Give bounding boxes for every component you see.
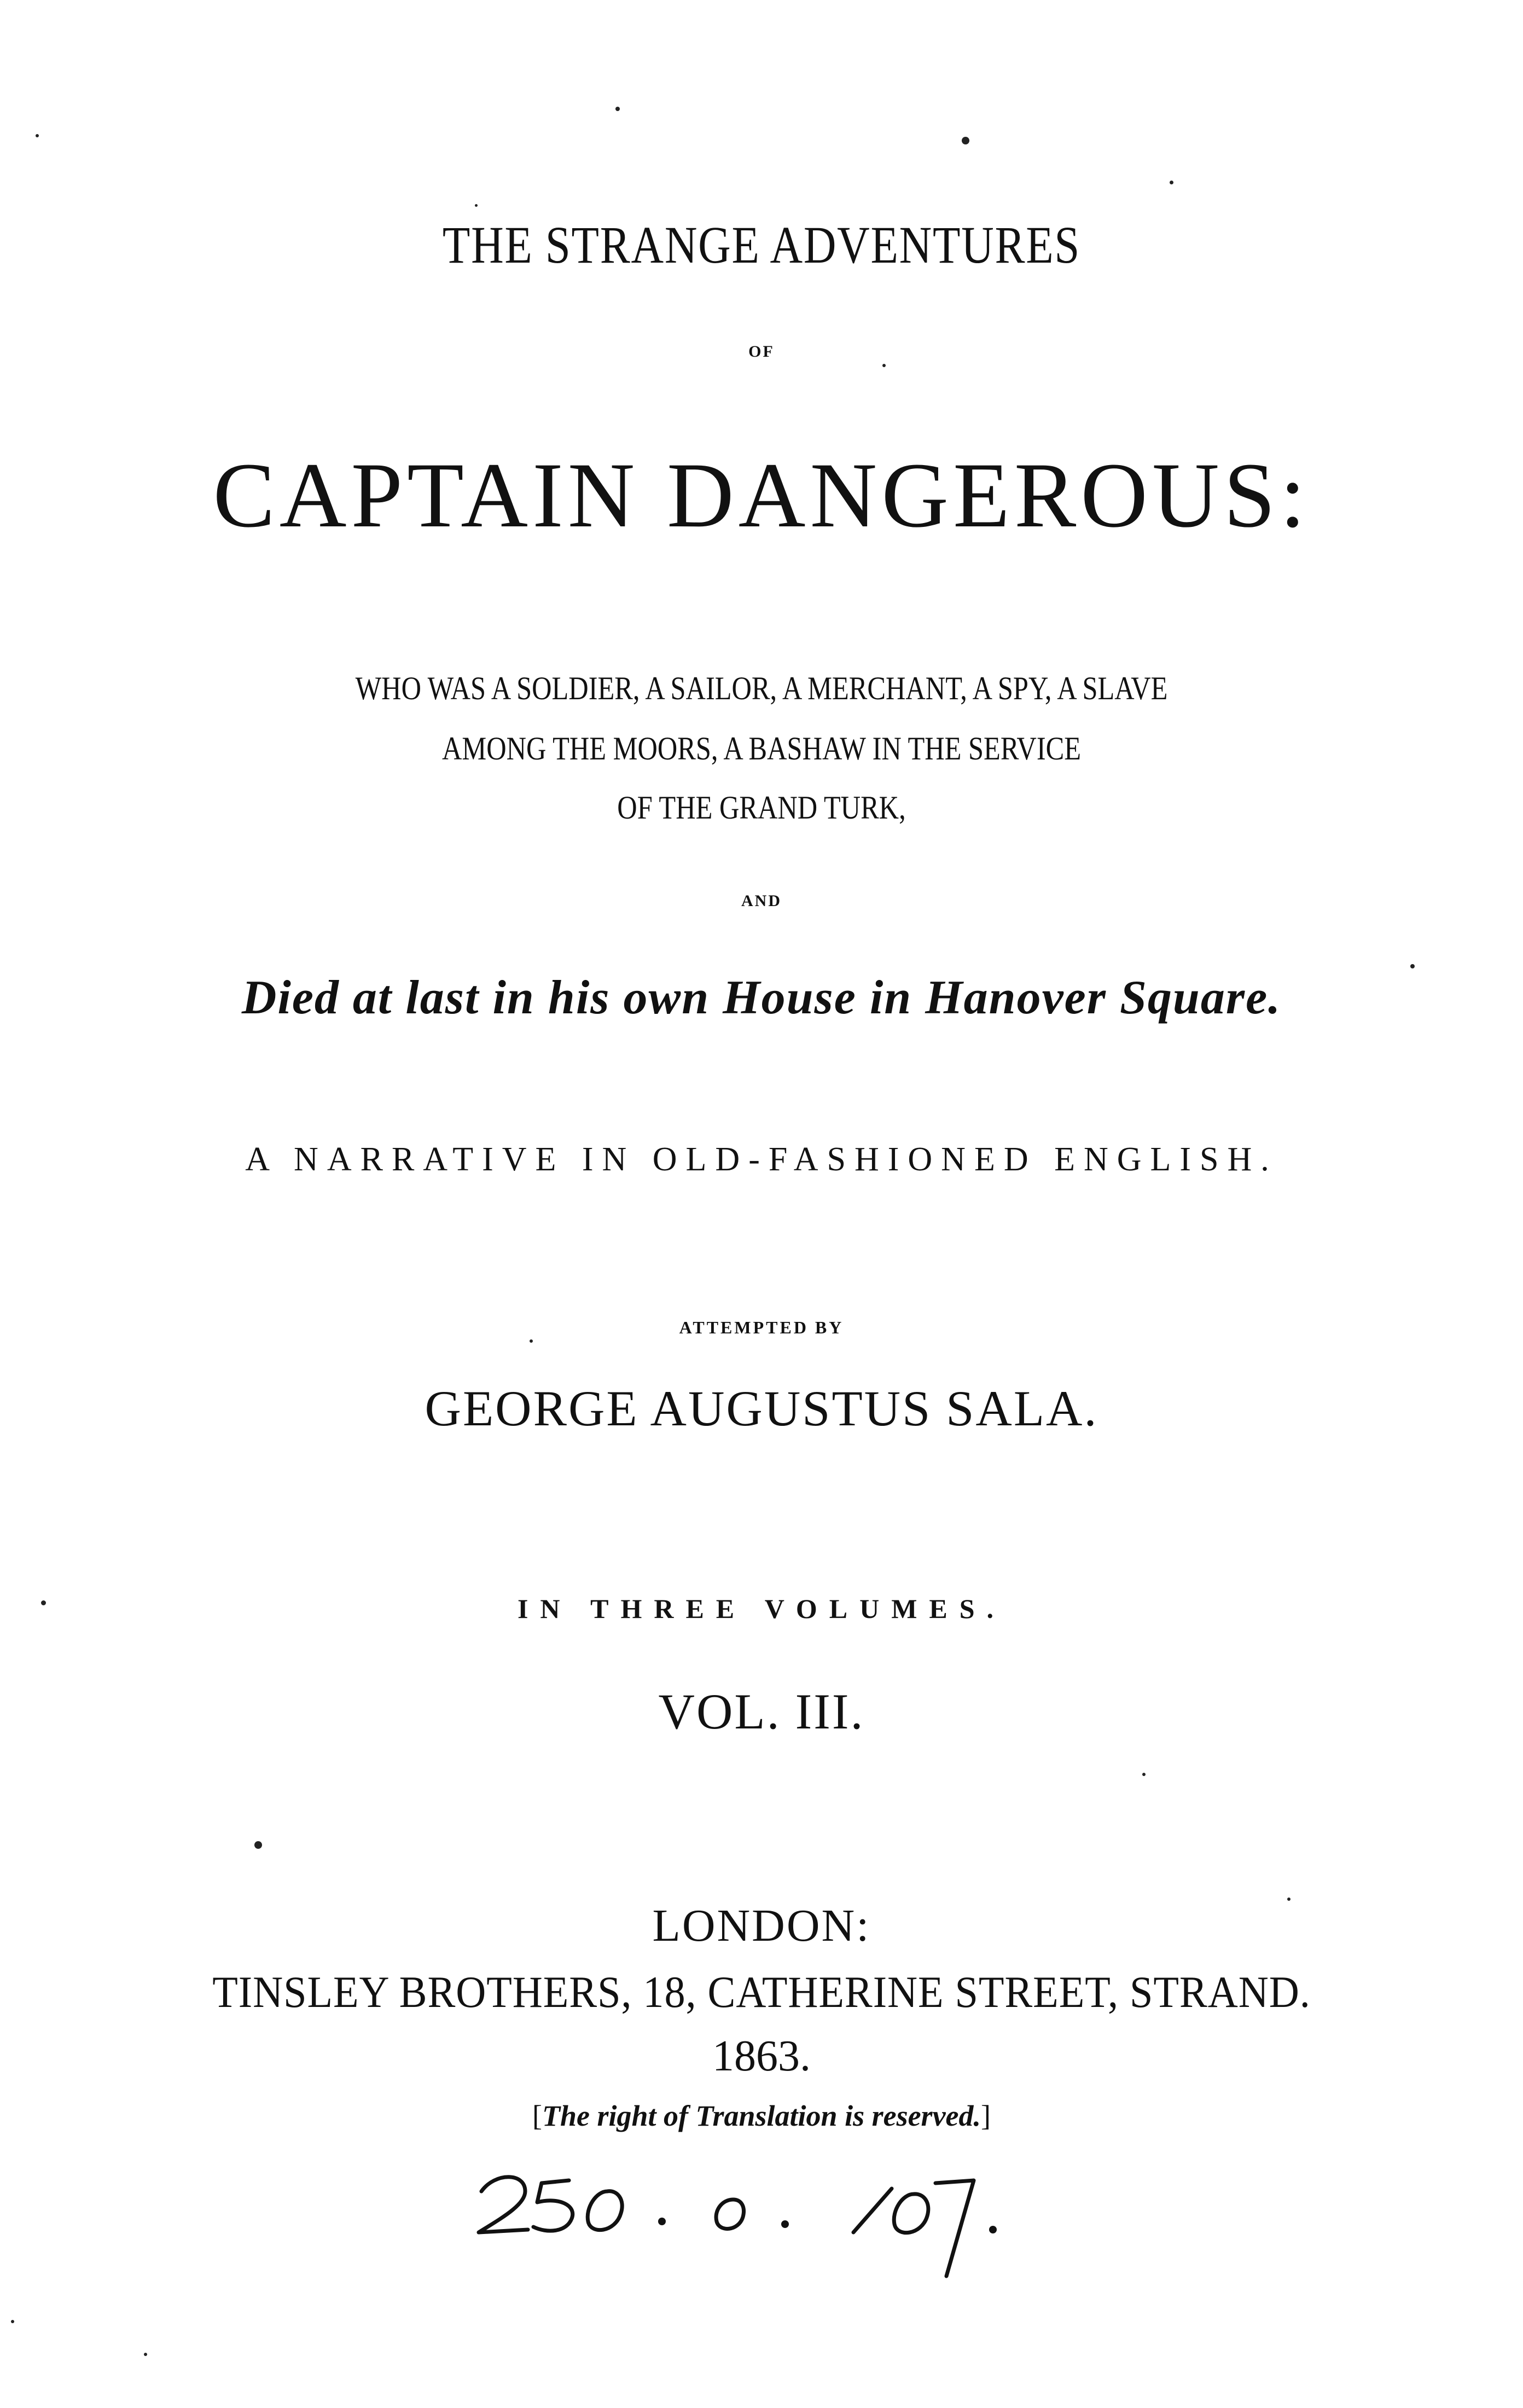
title-of: OF — [748, 343, 775, 361]
speck — [1410, 964, 1415, 968]
subtitle-and: AND — [741, 892, 782, 910]
speck — [1142, 1773, 1146, 1776]
volumes-note: IN THREE VOLUMES. — [517, 1593, 1006, 1624]
rights-bracket-open: [ — [532, 2099, 542, 2132]
speck — [41, 1600, 46, 1605]
subtitle-line-1: WHO WAS A SOLDIER, A SAILOR, A MERCHANT, A SPY, A SLAVE — [355, 670, 1168, 706]
speck — [882, 364, 886, 367]
speck — [530, 1339, 533, 1343]
volume-number: VOL. III. — [658, 1684, 865, 1739]
speck — [1170, 181, 1173, 184]
subtitle-line-2: AMONG THE MOORS, A BASHAW IN THE SERVICE — [441, 730, 1082, 767]
handwritten-shelfmark — [470, 2150, 1018, 2287]
speck — [36, 134, 39, 137]
rights-text: The right of Translation is reserved. — [542, 2099, 981, 2132]
main-title: CAPTAIN DANGEROUS: — [213, 444, 1310, 547]
subtitle-line-3: OF THE GRAND TURK, — [617, 790, 906, 826]
speck — [1287, 1898, 1291, 1901]
speck — [475, 204, 478, 207]
imprint-year: 1863. — [712, 2032, 811, 2080]
imprint-city: LONDON: — [652, 1900, 871, 1951]
rights-bracket-close: ] — [981, 2099, 991, 2132]
attempted-by: ATTEMPTED BY — [679, 1318, 844, 1337]
speck — [144, 2353, 147, 2356]
speck — [615, 107, 620, 111]
speck — [11, 2320, 14, 2323]
speck — [962, 137, 969, 144]
blackletter-line: Died at last in his own House in Hanover Square. — [241, 971, 1282, 1024]
author-name: GEORGE AUGUSTUS SALA. — [425, 1380, 1098, 1436]
speck — [254, 1841, 262, 1849]
rights-notice — [0, 2101, 1523, 2131]
narrative-line: A NARRATIVE IN OLD-FASHIONED ENGLISH. — [245, 1141, 1278, 1178]
title-line-1: THE STRANGE ADVENTURES — [442, 216, 1081, 274]
imprint-publisher: TINSLEY BROTHERS, 18, CATHERINE STREET, STRAND. — [212, 1967, 1311, 2017]
